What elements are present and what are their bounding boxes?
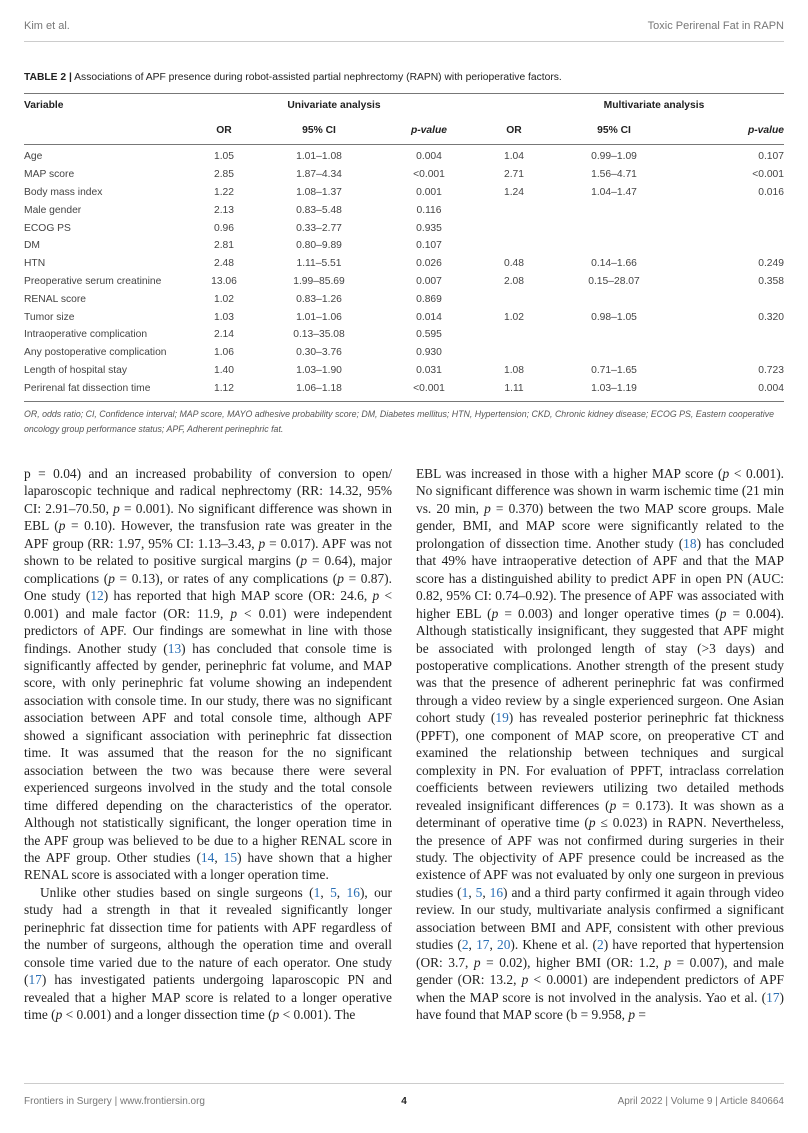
citation-link[interactable]: 1 — [461, 884, 469, 900]
p-symbol: p — [588, 815, 596, 831]
p-symbol: p — [521, 972, 529, 988]
table-cell: 0.107 — [416, 240, 442, 252]
table-cell: 1.01–1.08 — [296, 151, 342, 163]
citation-link[interactable]: 1 — [313, 884, 321, 900]
text-run: EBL was increased in those with a higher MAP score ( — [416, 466, 723, 481]
table-cell: 0.13–35.08 — [293, 329, 345, 341]
text-run: = 0.370) between the two MAP score groups. Male gender, BMI, and MAP score were significantly related to the prolongation of dissection time. Another study ( — [416, 500, 784, 551]
header-univariate: Univariate analysis — [184, 94, 484, 118]
table-cell: 0.96 — [213, 222, 235, 234]
text-run: ) has revealed posterior perinephric fat thickness (PPFT), one component of MAP score, on preoperative CT and examined the relationship between techniques and surgical complexity in PN. For evaluation of PPFT, intraclass correlation coefficients between reviewers utilizing two detailed methods revealed insignificant differences ( — [416, 710, 784, 813]
p-symbol: p — [722, 466, 730, 481]
p-symbol: p — [473, 954, 481, 970]
table-row — [24, 184, 784, 202]
table-cell: 1.02 — [503, 311, 525, 323]
text-run: ) have shown that a higher RENAL score is associated with a longer operation time. — [24, 849, 392, 883]
table-cell: 1.08 — [503, 364, 525, 376]
text-run: = 0.017). APF was not shown to be related to positive surgical margins ( — [24, 535, 392, 569]
footer-journal: Frontiers in Surgery | www.frontiersin.org — [24, 1096, 205, 1107]
text-run: = 0.02), higher BMI (OR: 1.2, — [480, 954, 665, 970]
citation-link[interactable]: 2 — [596, 937, 604, 953]
table-cell: 0.107 — [758, 151, 784, 163]
row-variable: Perirenal fat dissection time — [24, 379, 184, 401]
table-footnote: OR, odds ratio; CI, Confidence interval; MAP score, MAYO adhesive probability score; DM, Diabetes mellitus; HTN, Hypertension; CKD, Chronic kidney disease; ECOG PS, Eastern cooperative oncology group performance status; APF, Adherent perinephric fat. — [24, 409, 774, 434]
table-cell: 0.320 — [758, 311, 784, 323]
table-cell: 1.11 — [484, 379, 544, 401]
table-row — [24, 166, 784, 184]
table-cell: 1.04–1.47 — [591, 186, 637, 198]
table-cell: 1.01–1.06 — [296, 311, 342, 323]
row-variable: RENAL score — [24, 293, 86, 305]
p-symbol: p — [491, 605, 499, 621]
citation-link[interactable]: 17 — [28, 972, 42, 988]
text-run: ) has concluded that console time is significantly affected by gender, perinephric fat volume, and MAP score, with only perinephric fat volume showing an independent association with console time. In our study, there was no significant association between APF and total console time, although APF showed a significant association with perinephric fat dissection time. It was assumed that the reason for the no significant association between the two was because there were several experienced surgeons involved in the study and the total console time differed depending on the characteristics of the operator. Although not statistically significant, the longer operation time in the APF group was believed to be due to a higher RENAL score in the APF group. Other studies ( — [24, 640, 393, 865]
body-paragraph — [24, 884, 392, 1024]
table-row — [24, 308, 784, 326]
header-variable: Variable — [24, 94, 184, 118]
table-row — [24, 362, 784, 380]
table-cell — [484, 237, 544, 255]
text-run: < 0.001). No significant difference was shown in warm ischemic time (21 min vs. 20 min, — [416, 466, 784, 516]
table-row — [24, 255, 784, 273]
citation-link[interactable]: 16 — [346, 884, 360, 900]
table-row — [24, 290, 784, 308]
text-run: ), our study had a strength in that it revealed significantly longer perinephric fat dissection time for patients with APF regardless of the number of surgeons, although the operation time and overall console time varied due to the nature of each operator. One study ( — [24, 884, 392, 988]
table-cell — [544, 237, 684, 255]
text-run: , — [336, 884, 347, 900]
citation-link[interactable]: 5 — [475, 884, 483, 900]
table-cell: 0.595 — [416, 329, 442, 341]
table-cell — [544, 219, 684, 237]
table-cell: 1.06–1.18 — [264, 379, 374, 401]
citation-link[interactable]: 14 — [200, 849, 215, 865]
table-cell: 0.116 — [416, 204, 442, 216]
table-cell — [684, 344, 784, 362]
p-symbol: p — [300, 553, 308, 569]
text-run: = 0.64), major complications ( — [24, 553, 392, 586]
table-cell — [684, 237, 784, 255]
p-symbol: p — [108, 570, 115, 586]
text-run: , — [468, 884, 476, 900]
table-cell — [684, 290, 784, 308]
table-cell: 1.56–4.71 — [591, 169, 637, 181]
p-symbol: p — [719, 605, 727, 621]
p-symbol: p — [628, 1007, 636, 1023]
table-cell: 2.81 — [213, 240, 235, 252]
table-cell: 0.14–1.66 — [591, 258, 637, 270]
p-symbol: p — [372, 588, 380, 604]
text-run: ) has reported that high MAP score (OR: 24.6, — [103, 588, 373, 604]
table-cell: 1.99–85.69 — [293, 275, 345, 287]
body-column-right — [416, 465, 784, 1024]
text-run: = 0.003) and longer operative times ( — [498, 605, 720, 621]
text-run: < 0.001) and a longer dissection time ( — [62, 1007, 273, 1023]
row-variable: Length of hospital stay — [24, 364, 128, 376]
text-run: ) have reported that hypertension (OR: 3.7, — [416, 937, 784, 970]
p-symbol: p — [609, 797, 617, 813]
table-cell: 2.08 — [503, 275, 525, 287]
text-run: , — [320, 884, 331, 900]
row-variable: Tumor size — [24, 311, 75, 323]
table-cell: 1.11–5.51 — [296, 258, 342, 270]
table-cell: 0.80–9.89 — [296, 240, 342, 252]
table-cell: 1.06 — [213, 347, 235, 359]
text-run: = 0.13), or rates of any complications ( — [114, 570, 338, 586]
table-cell: <0.001 — [374, 379, 484, 401]
citation-link[interactable]: 16 — [489, 884, 504, 900]
text-run: ) have found that MAP score (b = 9.958, — [416, 989, 784, 1023]
table-cell: 0.71–1.65 — [591, 364, 637, 376]
table-caption-text: Associations of APF presence during robot-assisted partial nephrectomy (RAPN) with perioperative factors. — [71, 72, 562, 83]
table-cell — [684, 326, 784, 344]
table-cell: <0.001 — [752, 169, 784, 181]
table-cell: 0.016 — [758, 186, 784, 198]
citation-link[interactable]: 13 — [167, 640, 182, 656]
header-uni-or: OR — [184, 117, 264, 145]
table-cell: 0.930 — [416, 347, 442, 359]
citation-link[interactable]: 12 — [90, 588, 104, 604]
table-row — [24, 219, 784, 237]
text-run: < 0.0001) are independent predictors of APF when the MAP score is not involved in the analysis. Yao et al. ( — [416, 972, 784, 1005]
row-variable: Intraoperative complication — [24, 329, 148, 341]
row-variable: HTN — [24, 258, 46, 270]
p-symbol: p — [272, 1007, 280, 1023]
table-cell: 0.001 — [416, 186, 442, 198]
table-cell: 0.15–28.07 — [588, 275, 640, 287]
row-variable: Age — [24, 151, 43, 163]
table-cell — [544, 344, 684, 362]
row-variable: Male gender — [24, 204, 82, 216]
p-symbol: p — [258, 535, 266, 551]
header-multi-p: p-value — [684, 117, 784, 145]
header-rule — [24, 41, 784, 42]
text-run: , — [468, 937, 477, 953]
table-cell: 0.249 — [758, 258, 784, 270]
table-cell — [544, 201, 684, 219]
row-variable: MAP score — [24, 169, 75, 181]
header-multivariate: Multivariate analysis — [484, 94, 784, 118]
table-cell — [684, 219, 784, 237]
table-cell: 1.08–1.37 — [296, 186, 342, 198]
row-variable: Body mass index — [24, 186, 103, 198]
table-cell: 0.007 — [416, 275, 442, 287]
text-run: , — [489, 937, 497, 953]
running-header-title: Toxic Perirenal Fat in RAPN — [647, 20, 784, 32]
table-cell: 1.03 — [213, 311, 235, 323]
text-run: = 0.001). No significant difference was shown in EBL ( — [24, 500, 392, 534]
table-cell: 2.85 — [213, 169, 235, 181]
text-run: = 0.10). However, the transfusion rate was greater in the APF group (RR: 1.97, 95% CI: 1.13–3.43, — [24, 518, 392, 551]
table-cell — [484, 326, 544, 344]
text-run: ) and a third party confirmed it again through video review. In our study, multivariate analysis confirmed a significant association between BMI and APF, consistent with other previous studies ( — [416, 884, 784, 953]
header-multi-ci: 95% CI — [544, 117, 684, 145]
table-row — [24, 201, 784, 219]
footer-issue: April 2022 | Volume 9 | Article 840664 — [617, 1096, 784, 1107]
row-variable: DM — [24, 240, 41, 252]
table-cell: 0.358 — [758, 275, 784, 287]
table-cell: 0.98–1.05 — [591, 311, 637, 323]
table-cell: 0.30–3.76 — [296, 347, 342, 359]
text-run: p — [24, 466, 31, 481]
table-caption — [24, 72, 784, 83]
table-cell: 1.04 — [503, 151, 525, 163]
table-cell: 2.48 — [213, 258, 235, 270]
footer-rule — [24, 1083, 784, 1084]
table-cell — [544, 326, 684, 344]
text-run: ) has investigated patients undergoing laparoscopic PN and revealed that a higher MAP score is related to a longer operative time ( — [24, 972, 392, 1023]
body-paragraph — [24, 465, 392, 884]
table-row — [24, 326, 784, 344]
text-run: = 0.87). One study ( — [24, 570, 392, 604]
citation-link[interactable]: 5 — [330, 884, 337, 900]
header-multi-or: OR — [484, 117, 544, 145]
table-cell: <0.001 — [413, 169, 445, 181]
table-cell: 0.723 — [758, 364, 784, 376]
table-cell: 0.004 — [684, 379, 784, 401]
table-cell — [544, 290, 684, 308]
table-cell: 1.05 — [213, 151, 235, 163]
table-cell — [484, 344, 544, 362]
text-run: = 0.173). It was shown as a determinant of operative time ( — [416, 797, 784, 831]
text-run: < 0.001). The — [279, 1007, 356, 1023]
text-run: = 0.004). Although statistically insignificant, they suggested that APF might be associated with prolonged length of stay (>3 days) and postoperative complications. Another strength of the present study was that the presence of adherent perinephric fat was confirmed through a video review by a single experienced surgeon. One Asian cohort study ( — [416, 605, 784, 726]
p-symbol: p — [55, 1007, 63, 1023]
table-cell: 0.83–1.26 — [296, 293, 342, 305]
results-table — [24, 93, 784, 402]
p-symbol: p — [337, 570, 344, 586]
citation-link[interactable]: 20 — [497, 937, 511, 953]
table-row — [24, 344, 784, 362]
text-run: ≤ 0.023) in RAPN. Nevertheless, the presence of APF was not confirmed during surgeries in their study. The objectivity of APF presence could be increased as the existence of APF was not evaluated by only one surgeon in previous studies ( — [416, 815, 784, 900]
text-run: < 0.001) and male factor (OR: 11.9, — [24, 588, 392, 621]
table-cell: 2.14 — [213, 329, 235, 341]
citation-link[interactable]: 19 — [495, 710, 509, 726]
running-header-authors: Kim et al. — [24, 20, 70, 32]
citation-link[interactable]: 18 — [683, 535, 697, 551]
text-run: = — [635, 1007, 646, 1023]
table-cell: 1.02 — [213, 293, 235, 305]
text-run: = 0.04) and an increased probability of conversion to open/ laparoscopic technique and radical nephrectomy (RR: 14.32, 95% CI: 2.91–70.50, — [24, 466, 392, 516]
table-cell: 13.06 — [211, 275, 237, 287]
header-uni-ci: 95% CI — [264, 117, 374, 145]
table-cell: 1.03–1.19 — [544, 379, 684, 401]
table-cell: 0.33–2.77 — [296, 222, 342, 234]
table-cell — [684, 201, 784, 219]
citation-link[interactable]: 17 — [766, 989, 780, 1005]
table-cell: 1.40 — [213, 364, 235, 376]
row-variable: Any postoperative complication — [24, 347, 167, 359]
text-run: ) has concluded that 49% have intraoperative detection of APF and that the MAP score has a distinguished ability to predict APF in open PN (AUC: 0.82, 95% CI: 0.74–0.92). The presence of APF was associated with higher EBL ( — [416, 535, 784, 621]
table-cell: 2.71 — [503, 169, 525, 181]
citation-link[interactable]: 15 — [223, 849, 238, 865]
table-cell: 0.83–5.48 — [296, 204, 342, 216]
table-cell — [484, 201, 544, 219]
table-cell: 1.87–4.34 — [296, 169, 342, 181]
body-paragraph — [416, 465, 784, 1024]
p-symbol: p — [484, 500, 491, 516]
row-variable: Preoperative serum creatinine — [24, 275, 162, 287]
table-cell: 1.12 — [184, 379, 264, 401]
table-cell: 0.869 — [416, 293, 442, 305]
table-cell: 0.99–1.09 — [591, 151, 637, 163]
header-uni-p: p-value — [374, 117, 484, 145]
row-variable: ECOG PS — [24, 222, 71, 234]
page-number: 4 — [401, 1096, 407, 1107]
body-column-left — [24, 465, 392, 1024]
text-run: Unlike other studies based on single surgeons ( — [40, 884, 314, 900]
table-cell — [484, 219, 544, 237]
table-label: TABLE 2 | — [24, 72, 72, 83]
table-cell: 0.026 — [416, 258, 442, 270]
table-row — [24, 145, 784, 166]
table-row — [24, 273, 784, 291]
p-symbol: p — [230, 605, 238, 621]
p-symbol: p — [664, 954, 672, 970]
table-cell: 1.22 — [213, 186, 235, 198]
text-run: ). Khene et al. ( — [510, 937, 597, 953]
citation-link[interactable]: 2 — [461, 937, 469, 953]
text-run: < 0.01) were independent predictors of APF. Our findings are somewhat in line with those findings. Another study ( — [24, 605, 392, 656]
table-cell: 0.48 — [503, 258, 525, 270]
text-run: , — [214, 849, 224, 865]
table-cell — [484, 290, 544, 308]
table-row — [24, 237, 784, 255]
text-run: , — [482, 884, 490, 900]
table-cell: 0.014 — [416, 311, 442, 323]
table-cell: 1.03–1.90 — [296, 364, 342, 376]
table-cell: 0.935 — [416, 222, 442, 234]
table-cell: 0.004 — [416, 151, 442, 163]
table-cell: 1.24 — [503, 186, 525, 198]
table-cell: 2.13 — [213, 204, 235, 216]
text-run: = 0.007), and male gender (OR: 13.2, — [416, 954, 784, 988]
p-symbol: p — [58, 518, 66, 534]
table-cell: 0.031 — [416, 364, 442, 376]
citation-link[interactable]: 17 — [476, 937, 490, 953]
table-row — [24, 379, 784, 401]
p-symbol: p — [113, 500, 120, 516]
